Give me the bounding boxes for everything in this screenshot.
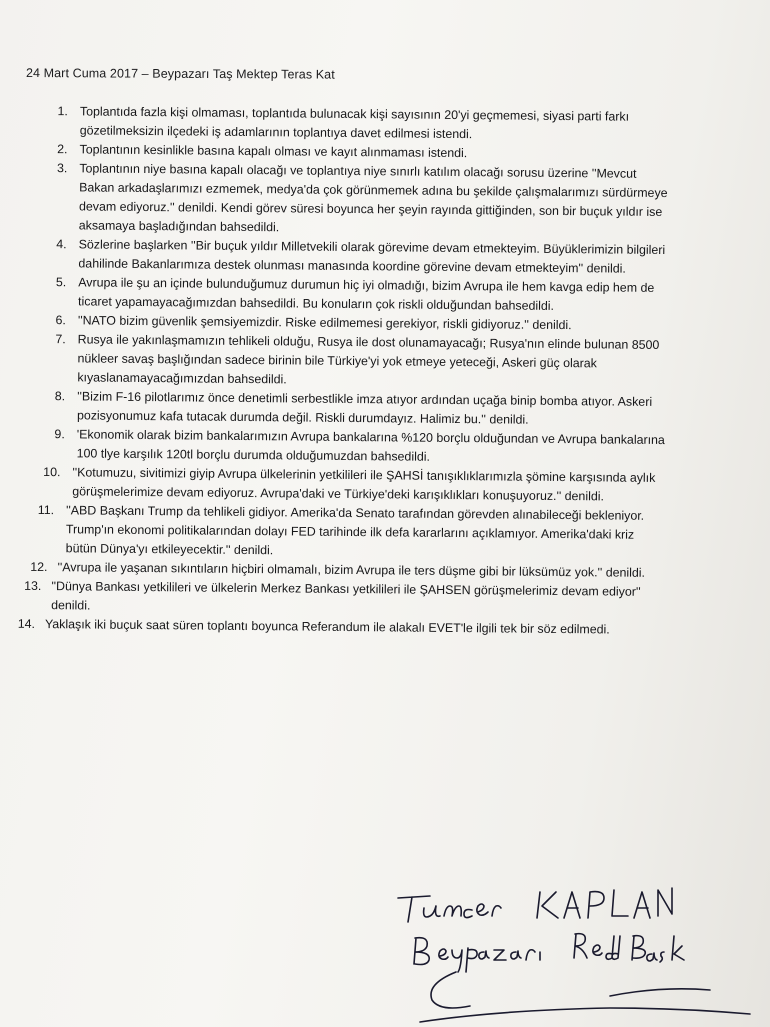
item-number: 12.	[30, 559, 48, 575]
item-text: ''Bizim F-16 pilotlarımız önce denetimli serbestlikle imza atıyor ardından uçağa binip bomba atıyor. Askeri pozisyonumuz kafa tutacak durumda değil. Riskli durumdayız. Halimiz bu.'' denildi.	[76, 389, 653, 427]
list-item	[0, 330, 768, 394]
item-text: Toplantının niye basına kapalı olacağı ve toplantıya niye sınırlı katılım olacağı sorusu üzerine ''Mevcut Bakan arkadaşlarımızı ezmemek, medya'da çok görünmemek adına bu şekilde çalışmalarımızı sürdürmeye devam ediyoruz.'' denildi. Kendi görev süresi boyunca her şeyin rayında gittiğinden, son bir buçuk yıldır ise aksamaya başladığından bahsedildi.	[78, 161, 668, 235]
item-text: Avrupa ile şu an içinde bulunduğumuz durumun hiç iyi olmadığı, bizim Avrupa ile hem kavga edip hem de ticaret yapamayacağımızdan bahsedildi. Bu konuların çok riskli olduğundan bahsedildi.	[78, 275, 655, 313]
item-number: 5.	[55, 275, 67, 290]
item-text: 'Ekonomik olarak bizim bankalarımızın Avrupa bankalarına %120 borçlu olduğundan ve Avrupa bankalarına 100 tlye karşılık 120tl borçlu durumda olduğumuzdan bahsedildi.	[76, 427, 665, 464]
handwritten-signature	[360, 870, 760, 1027]
list-item	[0, 501, 766, 565]
item-number: 9.	[54, 427, 65, 442]
item-text: ''Avrupa ile yaşanan sıkıntıların hiçbiri olmamalı, bizim Avrupa ile ters düşme gibi bir lüksümüz yok.'' denildi.	[57, 560, 646, 580]
item-number: 3.	[56, 161, 68, 176]
item-text: ''ABD Başkanı Trump da tehlikeli gidiyor. Amerika'da Senato tarafından görevden alınabileceği bekleniyor. Trump'ın ekonomi politikalarından dolayı FED tarihinde ilk defa kararlarını açıklamıyor. Amerika'daki kriz bütün Dünya'yı etkileyecektir.'' denildi.	[65, 503, 645, 558]
item-text: Sözlerine başlarken ''Bir buçuk yıldır Milletvekili olarak görevime devam etmekteyim. Büyüklerimizin bilgileri dahilinde Bakanlarımıza destek olunması manasında koordine görevine devam etmekteyim'' denildi.	[78, 237, 666, 276]
item-number: 2.	[57, 142, 68, 157]
item-number: 13.	[24, 578, 42, 594]
list-item	[0, 159, 769, 242]
meeting-notes-list	[0, 102, 770, 641]
item-text: Toplantının kesinlikle basına kapalı olması ve kayıt alınmaması istendi.	[79, 142, 468, 161]
item-number: 6.	[55, 313, 66, 328]
item-number: 11.	[37, 502, 55, 518]
document-date-line: 24 Mart Cuma 2017 – Beypazarı Taş Mektep Teras Kat	[25, 66, 335, 82]
item-text: Yaklaşık iki buçuk saat süren toplantı boyunca Referandum ile alakalı EVET'le ilgili tek bir söz edilmedi.	[44, 617, 610, 637]
item-text: ''Kotumuzu, sivitimizi giyip Avrupa ülkelerinin yetkilileri ile ŞAHSİ tanışıklıklarımızla şömine karşısında aylık görüşmelerimize devam ediyoruz. Avrupa'daki ve Türkiye'deki karışıklıkları konuşuyoruz.'' denildi.	[72, 465, 656, 504]
item-number: 14.	[17, 616, 36, 631]
item-text: Rusya ile yakınlaşmamızın tehlikeli olduğu, Rusya ile dost olunamayacağı; Rusya'nın elinde bulunan 8500 nükleer savaş başlığından sadece birinin bile Türkiye'yi yok etmeye yeteceği, Askeri güç olarak kıyaslanamayacağımızdan bahsedildi.	[77, 332, 660, 387]
item-number: 8.	[54, 389, 66, 404]
item-text: ''Dünya Bankası yetkilileri ve ülkelerin Merkez Bankası yetkilileri ile ŞAHSEN görüşmelerimiz devam ediyor'' denildi.	[51, 579, 641, 613]
item-number: 4.	[56, 237, 67, 252]
item-number: 1.	[57, 104, 68, 119]
item-number: 7.	[55, 332, 66, 347]
item-number: 10.	[43, 465, 61, 480]
item-text: ''NATO bizim güvenlik şemsiyemizdir. Riske edilmemesi gerekiyor, riskli gidiyoruz.'' denildi.	[77, 313, 572, 333]
item-text: Toplantıda fazla kişi olmaması, toplantıda bulunacak kişi sayısının 20'yi geçmemesi, siyasi parti farkı gözetilmeksizin ilçedeki iş adamlarının toplantıya davet edilmesi istendi.	[79, 104, 630, 142]
